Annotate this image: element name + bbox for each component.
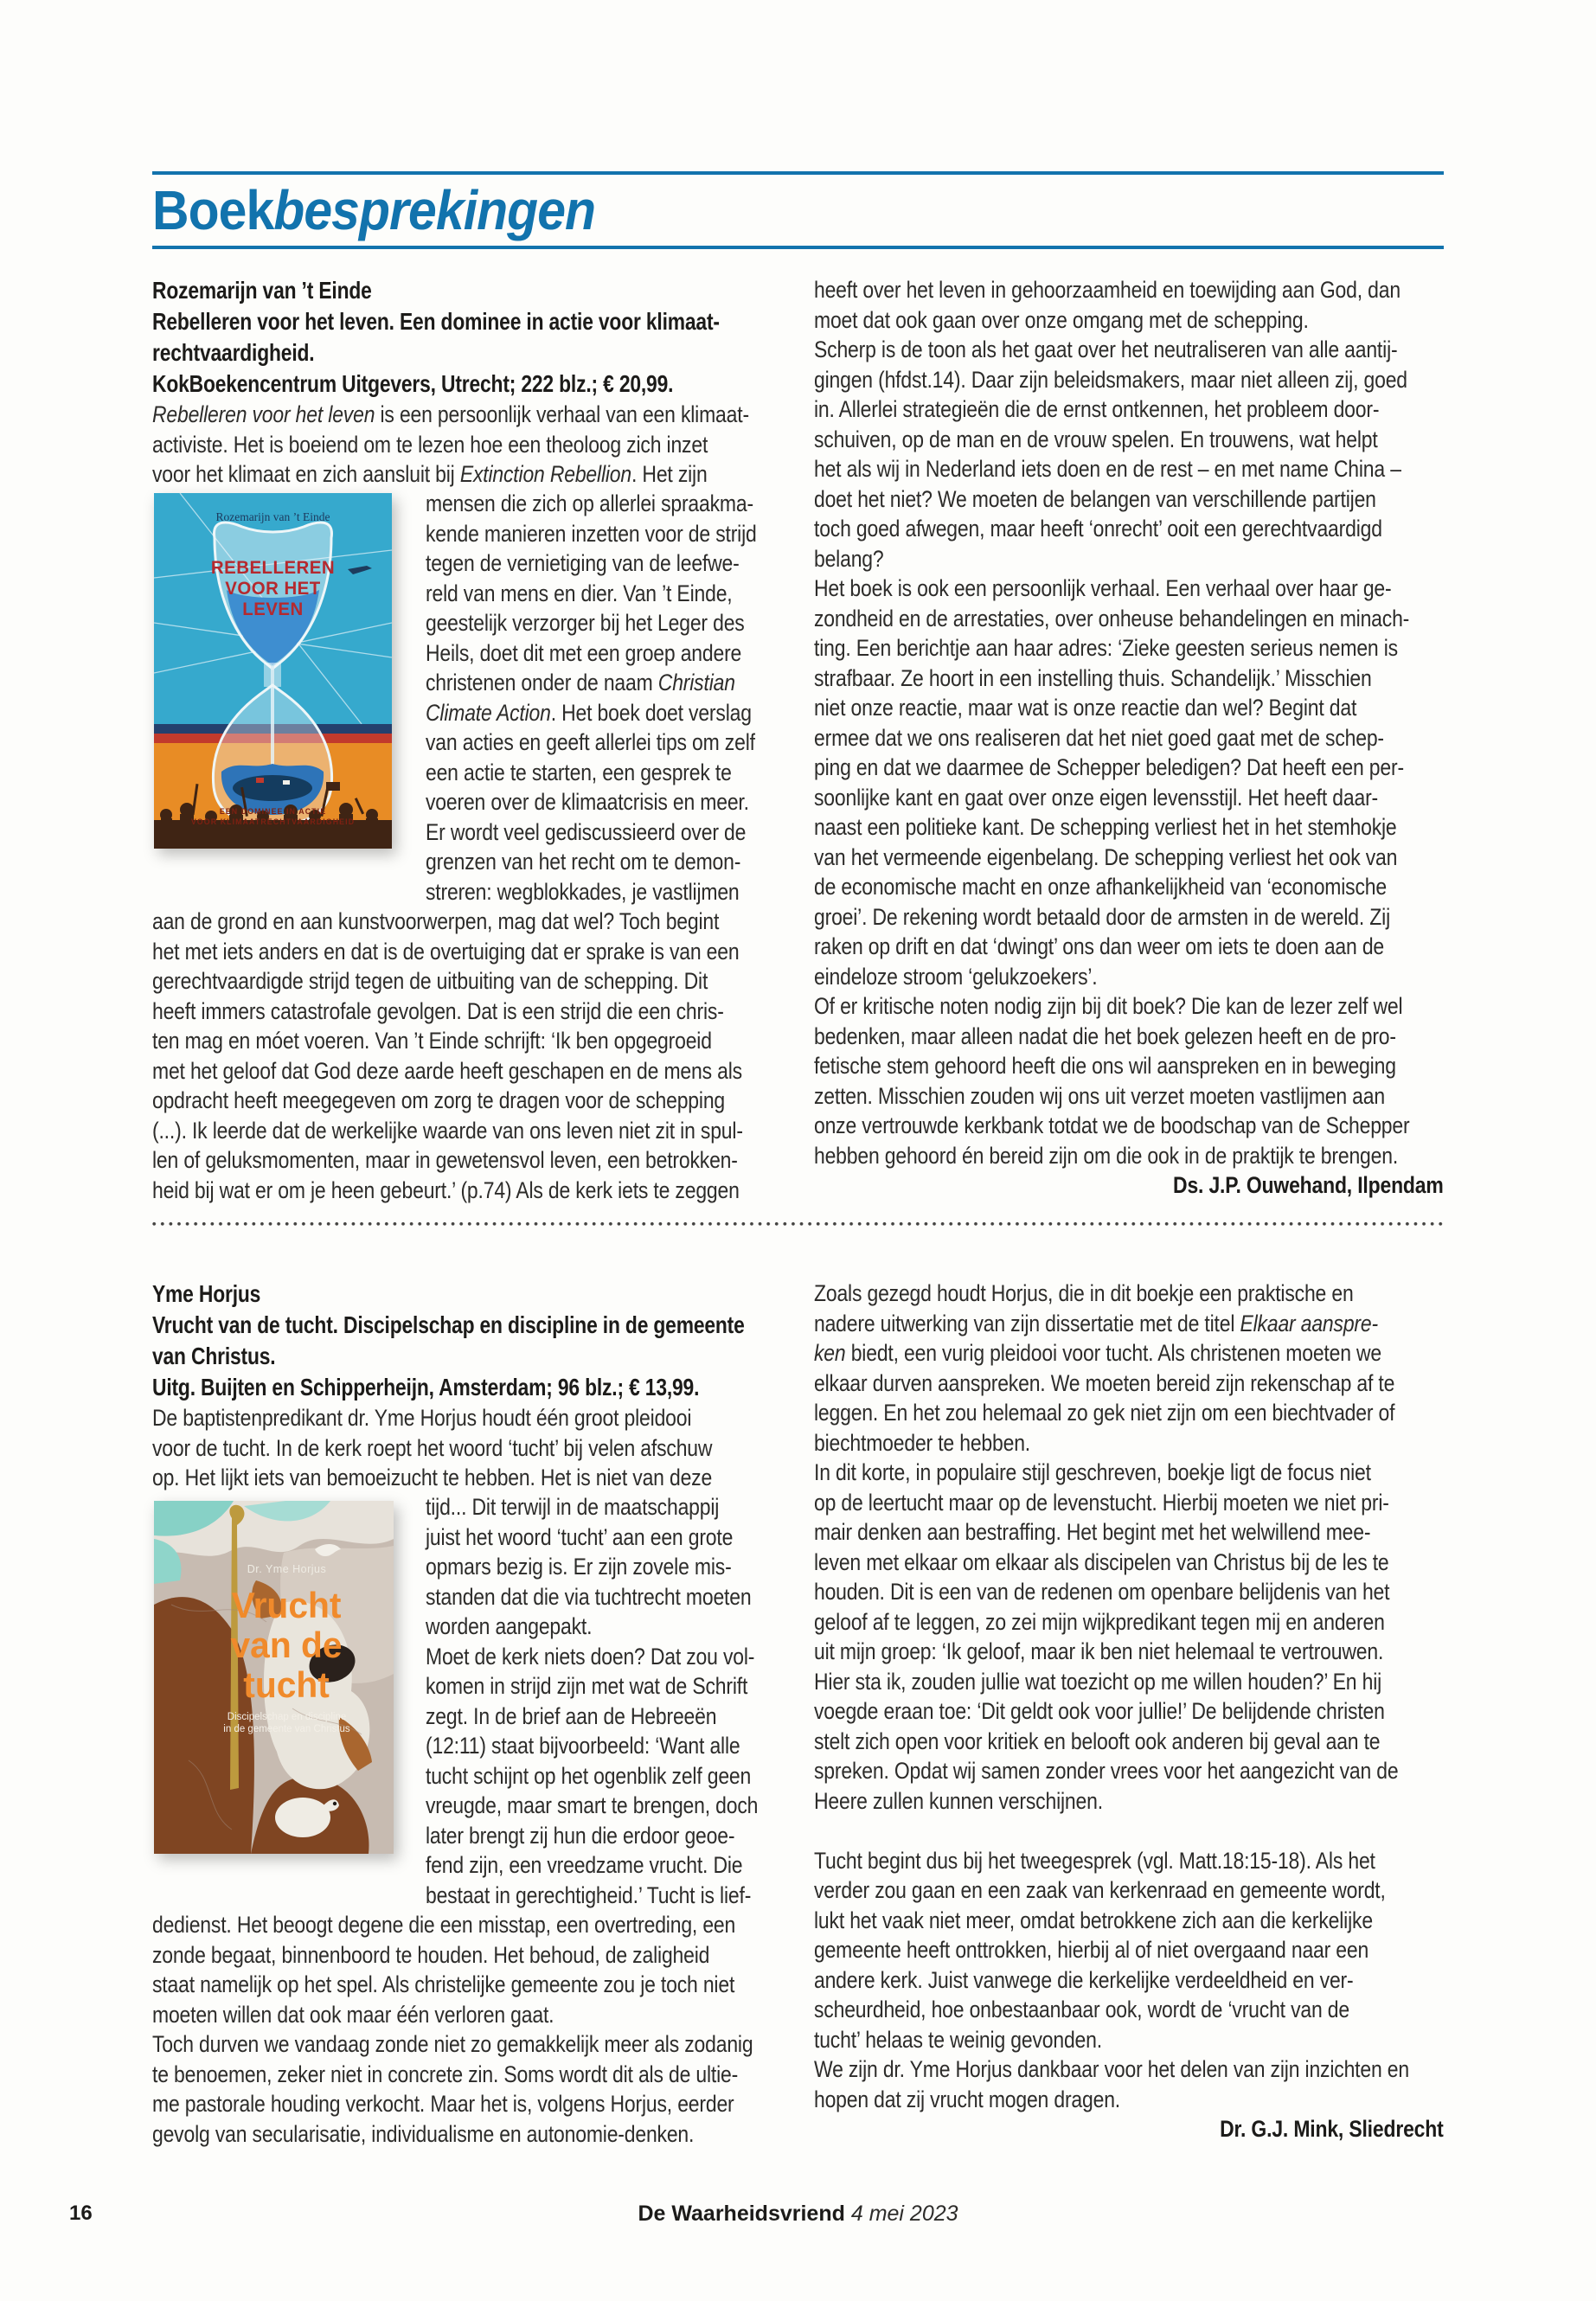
cover2-author: Dr. Yme Horjus <box>247 1563 327 1575</box>
cover2-subtitle: Discipelschap en discipline in de gemeente van Christus <box>223 1712 350 1734</box>
header-rule-bottom <box>152 246 1444 249</box>
article1-left-a: Rebelleren voor het leven is een persoonlijk verhaal van een klimaat- activiste. Het is boeiend om te lezen hoe een theoloog zich inzet voor het klimaat en zich aansluit bij Extinction Rebellion. Het zijn <box>152 401 749 487</box>
footer-magazine-line <box>0 2202 1596 2227</box>
page-title-italic: besprekingen <box>273 179 596 241</box>
article2-left-text-bottom <box>152 1910 781 2149</box>
article2-header <box>152 1279 781 1403</box>
cover2-title: Vrucht van de tucht <box>230 1585 343 1705</box>
footer-page-number: 16 <box>69 2202 93 2225</box>
article1-left-c: aan de grond en aan kunstvoorwerpen, mag dat wel? Toch begint het met iets anders en dat is de overtuiging dat er sprake is van een gerechtvaardigde strijd tegen de uitbuiting van de schepping. Dit heeft immers catastrofale gevolgen. Dat is een strijd die een chris- ten mag en móet voeren. Van ’t Einde schrijft: ‘Ik ben opgegroeid met het geloof dat God deze aarde heeft geschapen en de mens als opdracht heeft meegegeven om zorg te dragen voor de schepping (...). Ik leerde dat de werkelijke waarde van ons leven niet zit in spul- len of geluksmomenten, maar in gewetensvol leven, een betrokken- heid bij wat er om je heen gebeurt.’ (p.74) Als de kerk iets te zeggen <box>152 908 743 1203</box>
article2-signature: Dr. G.J. Mink, Sliedrecht <box>1220 2116 1444 2142</box>
page-title-bold: Boek <box>152 179 274 241</box>
cover1-author: Rozemarijn van ’t Einde <box>215 510 330 523</box>
article2-left-b: tijd... Dit terwijl in de maatschappij juist het woord ‘tucht’ aan een grote opmars bezig is. Er zijn zovele mis- standen dat die via tuchtrecht moeten worden aangepakt. Moet de kerk niets doen? Dat zou vol- komen in strijd zijn met wat de Schrift zegt. In de brief aan de Hebreeën (12:11) staat bijvoorbeeld: ‘Want alle tucht schijnt op het ogenblik zelf geen vreugde, maar smart te brengen, doch later brengt zij hun die erdoor geoe- fend zijn, een vreedzame vrucht. Die bestaat in gerechtigheid.’ Tucht is lief- <box>426 1494 759 1908</box>
article1-header-lines: Rozemarijn van ’t Einde Rebelleren voor het leven. Een dominee in actie voor klimaat- rechtvaardigheid. KokBoekencentrum Uitgevers, Utrecht; 222 blz.; € 20,99. <box>152 277 720 397</box>
article2-header-lines: Yme Horjus Vrucht van de tucht. Discipelschap en discipline in de gemeente van Christus. Uitg. Buijten en Schipperheijn, Amsterdam; 96 blz.; € 13,99. <box>152 1280 745 1400</box>
book-cover-rebelleren <box>154 493 392 849</box>
article1-signature: Ds. J.P. Ouwehand, Ilpendam <box>1173 1172 1444 1198</box>
article2-left-text-beside-cover <box>426 1492 781 1910</box>
book-cover-vrucht <box>154 1501 394 1854</box>
article1-right-column <box>814 275 1444 1201</box>
article2-right-column <box>814 1279 1444 2144</box>
article1-left-b: mensen die zich op allerlei spraakma- kende manieren inzetten voor de strijd tegen de vernietiging van de leefwe- reld van mens en dier. Van ’t Einde, geestelijk verzorger bij het Leger des Heils, doet dit met een groep andere christenen onder de naam Christian Climate Action. Het boek doet verslag van acties en geeft allerlei tips om zelf een actie te starten, een gesprek te voeren over de klimaatcrisis en meer. Er wordt veel gediscussieerd over de grenzen van het recht om te demon- streren: wegblokkades, je vastlijmen <box>426 490 757 905</box>
article2-left-text-top <box>152 1403 781 1493</box>
footer-magazine-name: De Waarheidsvriend <box>638 2202 845 2226</box>
article1-right-text: heeft over het leven in gehoorzaamheid en toewijding aan God, dan moet dat ook gaan over onze omgang met de schepping. Scherp is de toon als het gaat over het neutraliseren van alle aantij- gingen (hfdst.14). Daar zijn beleidsmakers, maar niet alleen zij, goed in. Allerlei strategieën die de ernst ontkennen, het probleem door- schuiven, op de man en de vrouw spelen. En trouwens, wat helpt het als wij in Nederland iets doen en de rest – en met name China – doet het niet? We moeten de belangen van verschillende partijen toch goed afwegen, maar heeft ‘onrecht’ ooit een gerechtvaardigd belang? Het boek is ook een persoonlijk verhaal. Een verhaal over haar ge- zondheid en de arrestaties, over onheuse behandelingen en minach- ting. Een berichtje aan haar adres: ‘Zieke geesten serieus nemen is strafbaar. Ze hoort in een instelling thuis. Schandelijk.’ Misschien niet onze reactie, maar wat is onze reactie dan wel? Begint dat ermee dat we ons realiseren dat het niet goed gaat met de schep- ping en dat we daarmee de Schepper beledigen? Dat heeft een per- soonlijke kant en gaat over onze eigen levensstijl. Het heeft daar- naast een politieke kant. De schepping verliest het in het stemhokje van het vermeende eigenbelang. De schepping verliest het ook van de economische macht en onze afhankelijkheid van ‘economische groei’. De rekening wordt betaald door de armsten in de wereld. Zij raken op drift en dat ‘dwingt’ ons dan weer om iets te doen aan de eindeloze stroom ‘gelukzoekers’. Of er kritische noten nodig zijn bij dit boek? Die kan de lezer zelf wel bedenken, maar alleen nadat die het boek gelezen heeft en de pro- fetische stem gehoord heeft die ons wil aanspreken en in beweging zetten. Misschien zouden wij ons uit verzet moeten vastlijmen aan onze vertrouwde kerkbank totdat we de boodschap van de Schepper hebben gehoord én bereid zijn om die ook in de praktijk te brengen. <box>814 277 1410 1169</box>
book-cover-rebelleren-art <box>154 493 392 849</box>
article2-left-a: De baptistenpredikant dr. Yme Horjus houdt één groot pleidooi voor de tucht. In de kerk roept het woord ‘tucht’ bij velen afschuw op. Het lijkt iets van bemoeizucht te hebben. Het is niet van deze <box>152 1405 713 1490</box>
page-title <box>152 180 595 240</box>
section-divider <box>152 1221 1444 1227</box>
footer-date: 4 mei 2023 <box>850 2202 958 2226</box>
cover1-caption: EEN DOMINEE IN ACTIE VOOR KLIMAATRECHTVAARDIGHEID <box>190 807 356 826</box>
article2-right-text: Zoals gezegd houdt Horjus, die in dit boekje een praktische en nadere uitwerking van zijn dissertatie met de titel Elkaar aanspre- ken biedt, een vurig pleidooi voor tucht. Als christenen moeten we elkaar durven aanspreken. We moeten bereid zijn rekenschap af te leggen. En het zou helemaal zo gek niet zijn om een biechtvader of biechtmoeder te hebben. In dit korte, in populaire stijl geschreven, boekje ligt de focus niet op de leertucht maar op de levenstucht. Hierbij moeten we niet pri- mair denken aan bestraffing. Het begint met het welwillend mee- leven met elkaar om elkaar als discipelen van Christus bij de les te houden. Dit is een van de redenen om openbare belijdenis van het geloof af te leggen, zo zei mijn wijkpredikant tegen mij en anderen uit mijn groep: ‘Ik geloof, maar ik ben niet helemaal te vertrouwen. Hier sta ik, zouden jullie wat toezicht op me willen houden?’ En hij voegde eraan toe: ‘Dit geldt ook voor jullie!’ De belijdende christen stelt zich open voor kritiek en belooft ook anderen bij geval aan te spreken. Opdat wij samen zonder vrees voor het aangezicht van de Heere zullen kunnen verschijnen. Tucht begint dus bij het tweegesprek (vgl. Matt.18:15-18). Als het verder zou gaan en een zaak van kerkenraad en gemeente wordt, lukt het vaak niet meer, omdat betrokkene zich aan die kerkelijke gemeente heeft onttrokken, hierbij al of niet overgaand naar een andere kerk. Juist vanwege die kerkelijke verdeeldheid en ver- scheurdheid, hoe onbestaanbaar ook, wordt de ‘vrucht van de tucht’ helaas te weinig gevonden. We zijn dr. Yme Horjus dankbaar voor het delen van zijn inzichten en hopen dat zij vrucht mogen dragen. <box>814 1280 1409 2112</box>
article1-left-text-bottom <box>152 907 781 1205</box>
article2-left-c: dedienst. Het beoogt degene die een misstap, een overtreding, een zonde begaat, binnenboord te houden. Het behoud, de zaligheid staat namelijk op het spel. Als christelijke gemeente zou je toch niet moeten willen dat ook maar één verloren gaat. Toch durven we vandaag zonde niet zo gemakkelijk meer als zodanig te benoemen, zeker niet in concrete zin. Soms wordt dit als de ultie- me pastorale houding verkocht. Maar het is, volgens Horjus, eerder gevolg van secularisatie, individualisme en autonomie-denken. <box>152 1912 753 2147</box>
article1-left-text-beside-cover <box>426 489 781 907</box>
article1-header <box>152 275 781 400</box>
cover1-title: REBELLEREN VOOR HET LEVEN <box>210 557 336 619</box>
header-rule-top <box>152 171 1444 175</box>
article1-left-text-top <box>152 400 781 490</box>
